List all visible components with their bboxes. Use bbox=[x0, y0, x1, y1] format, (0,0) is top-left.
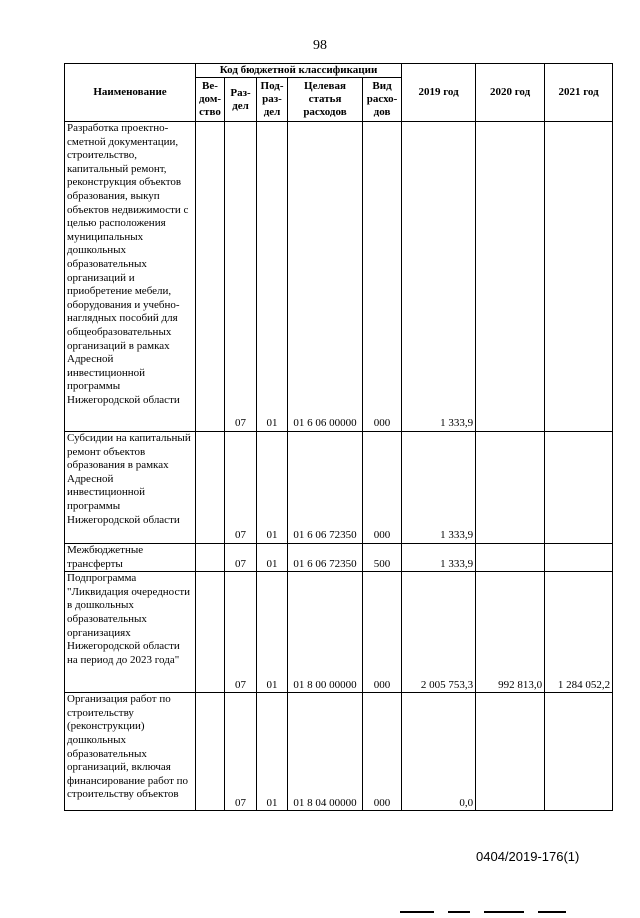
row-podrazdel: 01 bbox=[257, 693, 288, 811]
row-vid-rashodov: 000 bbox=[363, 693, 402, 811]
row-celevaya-statya: 01 8 04 00000 bbox=[288, 693, 363, 811]
header-podrazdel: Под- раз- дел bbox=[257, 78, 288, 122]
row-vid-rashodov: 000 bbox=[363, 122, 402, 432]
header-2019: 2019 год bbox=[402, 64, 476, 122]
header-name: Наименование bbox=[65, 64, 196, 122]
header-code-group: Код бюджетной классификации bbox=[196, 64, 402, 78]
row-value-2020 bbox=[476, 432, 545, 544]
row-value-2019: 1 333,9 bbox=[402, 432, 476, 544]
row-celevaya-statya: 01 8 00 00000 bbox=[288, 572, 363, 693]
row-celevaya-statya: 01 6 06 72350 bbox=[288, 544, 363, 572]
row-podrazdel: 01 bbox=[257, 122, 288, 432]
row-vedomstvo bbox=[196, 544, 225, 572]
row-value-2019: 0,0 bbox=[402, 693, 476, 811]
row-vedomstvo bbox=[196, 122, 225, 432]
row-razdel: 07 bbox=[225, 693, 257, 811]
row-vedomstvo bbox=[196, 693, 225, 811]
row-value-2020: 992 813,0 bbox=[476, 572, 545, 693]
row-razdel: 07 bbox=[225, 544, 257, 572]
row-podrazdel: 01 bbox=[257, 432, 288, 544]
row-vid-rashodov: 500 bbox=[363, 544, 402, 572]
row-value-2019: 1 333,9 bbox=[402, 544, 476, 572]
header-2020: 2020 год bbox=[476, 64, 545, 122]
table-row bbox=[65, 432, 613, 544]
row-value-2021 bbox=[545, 122, 613, 432]
row-vedomstvo bbox=[196, 432, 225, 544]
table-row bbox=[65, 693, 613, 811]
row-value-2020 bbox=[476, 693, 545, 811]
header-vedomstvo: Ве- дом- ство bbox=[196, 78, 225, 122]
row-celevaya-statya: 01 6 06 00000 bbox=[288, 122, 363, 432]
row-razdel: 07 bbox=[225, 122, 257, 432]
row-value-2021: 1 284 052,2 bbox=[545, 572, 613, 693]
page-number: 98 bbox=[313, 38, 327, 53]
row-value-2020 bbox=[476, 544, 545, 572]
document-footer-code: 0404/2019-176(1) bbox=[476, 849, 580, 864]
page-edge-marks bbox=[400, 900, 620, 903]
row-vid-rashodov: 000 bbox=[363, 572, 402, 693]
table-row bbox=[65, 572, 613, 693]
row-value-2021 bbox=[545, 544, 613, 572]
row-value-2019: 1 333,9 bbox=[402, 122, 476, 432]
header-razdel: Раз- дел bbox=[225, 78, 257, 122]
row-value-2021 bbox=[545, 432, 613, 544]
header-celevaya-statya: Целевая статья расходов bbox=[288, 78, 363, 122]
row-razdel: 07 bbox=[225, 432, 257, 544]
row-razdel: 07 bbox=[225, 572, 257, 693]
row-celevaya-statya: 01 6 06 72350 bbox=[288, 432, 363, 544]
row-name: Разработка проектно-сметной документации, строительство, капитальный ремонт, реконструкция объектов образования, выкуп объектов недвижимости с целью расположения муниципальных дошкольных образовательных организаций и приобретение мебели, оборудования и учебно-наглядных пособий для общеобразовательных организаций в рамках Адресной инвестиционной программы Нижегородской области bbox=[65, 122, 196, 432]
header-vid-rashodov: Вид расхо- дов bbox=[363, 78, 402, 122]
row-podrazdel: 01 bbox=[257, 572, 288, 693]
row-value-2019: 2 005 753,3 bbox=[402, 572, 476, 693]
row-name: Подпрограмма "Ликвидация очередности в дошкольных образовательных организациях Нижегородской области на период до 2023 года" bbox=[65, 572, 196, 693]
row-name: Межбюджетные трансферты bbox=[65, 544, 196, 572]
table-row bbox=[65, 122, 613, 432]
row-name: Субсидии на капитальный ремонт объектов образования в рамках Адресной инвестиционной программы Нижегородской области bbox=[65, 432, 196, 544]
row-name: Организация работ по строительству (реконструкции) дошкольных образовательных организаций, включая финансирование работ по строительству объектов bbox=[65, 693, 196, 811]
row-vid-rashodov: 000 bbox=[363, 432, 402, 544]
row-value-2021 bbox=[545, 693, 613, 811]
table-row bbox=[65, 544, 613, 572]
row-value-2020 bbox=[476, 122, 545, 432]
budget-table bbox=[64, 63, 613, 811]
row-podrazdel: 01 bbox=[257, 544, 288, 572]
header-2021: 2021 год bbox=[545, 64, 613, 122]
row-vedomstvo bbox=[196, 572, 225, 693]
